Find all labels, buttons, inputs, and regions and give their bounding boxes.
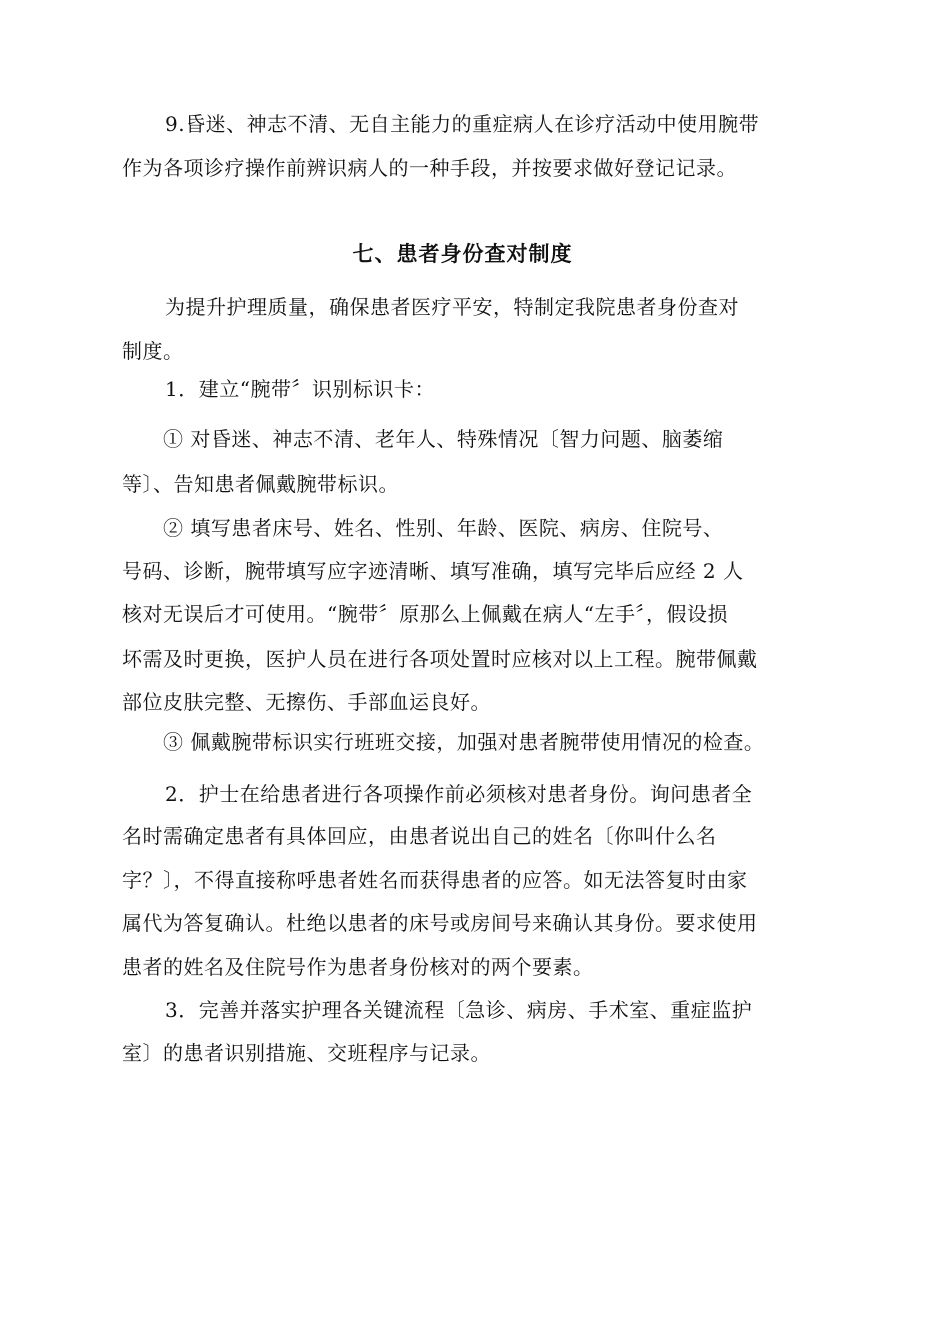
purpose-line-1: 为提升护理质量，确保患者医疗平安，特制定我院患者身份查对 [165, 295, 739, 319]
item2-line-1: 2．护士在给患者进行各项操作前必须核对患者身份。询问患者全 [165, 782, 753, 806]
intro-line-1: 9.昏迷、神志不清、无自主能力的重症病人在诊疗活动中使用腕带 [165, 112, 760, 136]
item2-line-2: 名时需确定患者有具体回应，由患者说出自己的姓名〔你叫什么名 [122, 824, 717, 848]
item1-heading: 1．建立“腕带〞识别标识卡： [165, 377, 435, 401]
section-title: 七、患者身份查对制度 [352, 242, 573, 266]
item3-line-1: 3．完善并落实护理各关键流程〔急诊、病房、手术室、重症监护 [165, 998, 753, 1022]
item2-line-5: 患者的姓名及住院号作为患者身份核对的两个要素。 [122, 955, 594, 979]
item1-b-line-2: 号码、诊断，腕带填写应字迹清晰、填写准确，填写完毕后应经 2 人 [122, 559, 744, 583]
item1-a-line-2: 等〕、告知患者佩戴腕带标识。 [122, 472, 399, 496]
item1-b-line-5: 部位皮肤完整、无擦伤、手部血运良好。 [122, 690, 491, 714]
purpose-line-2: 制度。 [122, 339, 184, 363]
item2-line-4: 属代为答复确认。杜绝以患者的床号或房间号来确认其身份。要求使用 [122, 911, 758, 935]
item3-line-2: 室〕的患者识别措施、交班程序与记录。 [122, 1041, 491, 1065]
item1-a-line-1: ① 对昏迷、神志不清、老年人、特殊情况〔智力问题、脑萎缩 [163, 427, 724, 451]
item1-b-line-4: 坏需及时更换，医护人员在进行各项处置时应核对以上工程。腕带佩戴 [122, 647, 758, 671]
item1-b-line-1: ② 填写患者床号、姓名、性别、年龄、医院、病房、住院号、 [163, 516, 724, 540]
item2-line-3: 字？〕，不得直接称呼患者姓名而获得患者的应答。如无法答复时由家 [122, 868, 748, 892]
item1-b-line-3: 核对无误后才可使用。“腕带〞原那么上佩戴在病人“左手〞，假设损 [122, 602, 728, 626]
item1-c-line-1: ③ 佩戴腕带标识实行班班交接，加强对患者腕带使用情况的检查。 [163, 730, 765, 754]
intro-line-2: 作为各项诊疗操作前辨识病人的一种手段，并按要求做好登记记录。 [122, 156, 737, 180]
